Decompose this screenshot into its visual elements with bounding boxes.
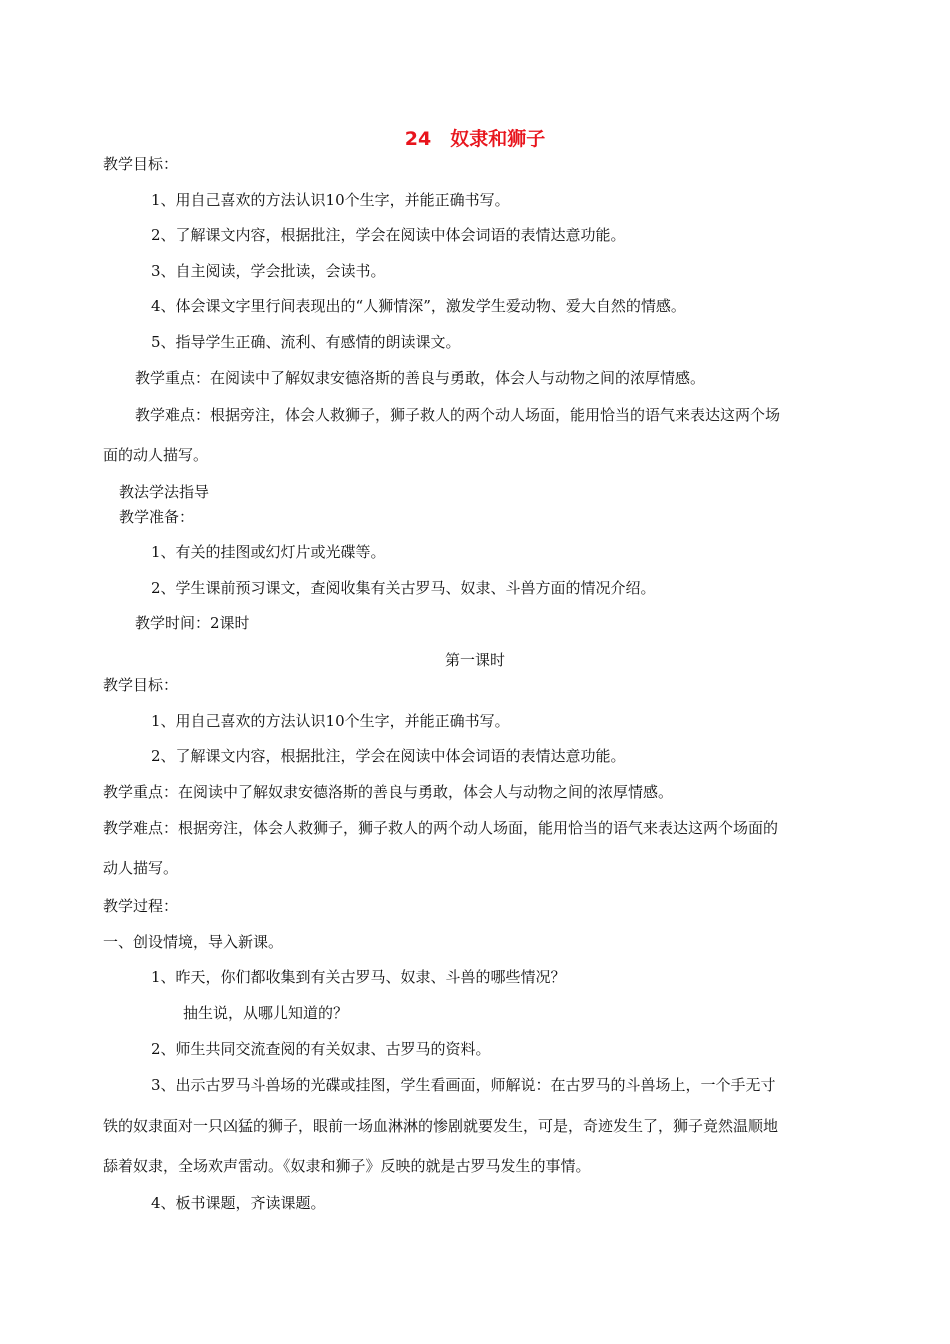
goal-item: 2、了解课文内容，根据批注，学会在阅读中体会词语的表情达意功能。	[151, 747, 626, 765]
prep-item: 2、学生课前预习课文，查阅收集有关古罗马、奴隶、斗兽方面的情况介绍。	[151, 579, 656, 597]
document-title: 24 奴隶和狮子	[404, 128, 546, 150]
goal-item: 2、了解课文内容，根据批注，学会在阅读中体会词语的表情达意功能。	[151, 226, 626, 244]
key-point: 教学重点：在阅读中了解奴隶安德洛斯的善良与勇敢，体会人与动物之间的浓厚情感。	[135, 369, 706, 387]
step-item-continued: 舔着奴隶，全场欢声雷动。《奴隶和狮子》反映的就是古罗马发生的事情。	[103, 1157, 591, 1175]
goal-item: 3、自主阅读，学会批读，会读书。	[151, 262, 386, 280]
goal-item: 4、体会课文字里行间表现出的“人狮情深”，激发学生爱动物、爱大自然的情感。	[151, 297, 686, 315]
prep-heading: 教学准备：	[119, 508, 195, 526]
process-heading: 教学过程：	[103, 897, 179, 915]
goals-heading: 教学目标：	[103, 676, 179, 694]
step-subitem: 抽生说，从哪儿知道的？	[183, 1004, 349, 1022]
section-heading: 一、创设情境，导入新课。	[103, 933, 284, 951]
difficulty-line: 面的动人描写。	[103, 446, 209, 464]
method-heading: 教法学法指导	[119, 483, 210, 501]
goal-item: 1、用自己喜欢的方法认识10个生字，并能正确书写。	[151, 191, 510, 209]
prep-item: 1、有关的挂图或幻灯片或光碟等。	[151, 543, 386, 561]
step-item-continued: 铁的奴隶面对一只凶猛的狮子，眼前一场血淋淋的惨剧就要发生，可是，奇迹发生了，狮子竟然温顺地	[103, 1117, 779, 1135]
step-item: 2、师生共同交流查阅的有关奴隶、古罗马的资料。	[151, 1040, 491, 1058]
step-item: 1、昨天，你们都收集到有关古罗马、奴隶、斗兽的哪些情况？	[151, 968, 566, 986]
lesson-heading: 第一课时	[444, 651, 505, 669]
difficulty-line: 动人描写。	[103, 859, 179, 877]
step-item: 4、板书课题，齐读课题。	[151, 1194, 326, 1212]
lesson-time: 教学时间：2课时	[135, 614, 250, 632]
difficulty-line: 教学难点：根据旁注，体会人救狮子，狮子救人的两个动人场面，能用恰当的语气来表达这两个场	[135, 406, 781, 424]
key-point: 教学重点：在阅读中了解奴隶安德洛斯的善良与勇敢，体会人与动物之间的浓厚情感。	[103, 783, 674, 801]
goal-item: 1、用自己喜欢的方法认识10个生字，并能正确书写。	[151, 712, 510, 730]
step-item: 3、出示古罗马斗兽场的光碟或挂图，学生看画面，师解说：在古罗马的斗兽场上，一个手无寸	[151, 1076, 776, 1094]
difficulty-line: 教学难点：根据旁注，体会人救狮子，狮子救人的两个动人场面，能用恰当的语气来表达这两个场面的	[103, 819, 779, 837]
goal-item: 5、指导学生正确、流利、有感情的朗读课文。	[151, 333, 461, 351]
goals-heading: 教学目标：	[103, 155, 179, 173]
